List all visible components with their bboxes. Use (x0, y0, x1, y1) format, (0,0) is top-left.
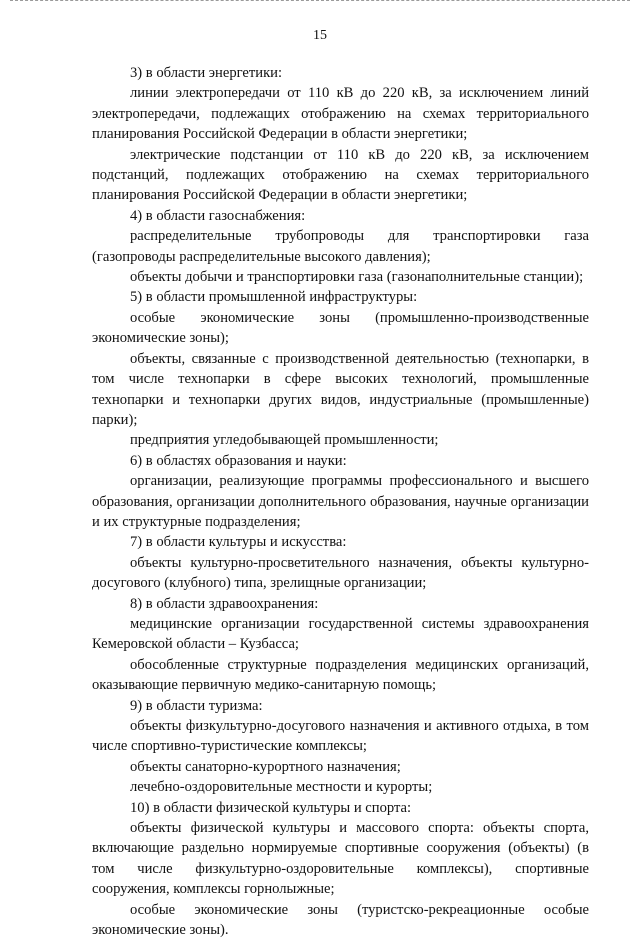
paragraph: объекты физкультурно-досугового назначения и активного отдыха, в том числе спортивно-туристические комплексы; (92, 718, 589, 755)
paragraph: электрические подстанции от 110 кВ до 220 кВ, за исключением подстанций, подлежащих отображению на схемах территориального планирования Российской Федерации в области энергетики; (92, 146, 589, 204)
paragraph: особые экономические зоны (туристско-рекреационные особые экономические зоны). (92, 901, 589, 939)
section-heading-gas: 4) в области газоснабжения: (130, 207, 306, 224)
paragraph: организации, реализующие программы профессионального и высшего образования, организации дополнительного образования, научные организации и их структурные подразделения; (92, 473, 589, 530)
section-heading-sport: 10) в области физической культуры и спорта: (130, 799, 412, 816)
section-heading-industry: 5) в области промышленной инфраструктуры: (130, 289, 418, 306)
paragraph: особые экономические зоны (промышленно-производственные экономические зоны); (92, 309, 589, 347)
paragraph: предприятия угледобывающей промышленности; (130, 432, 439, 449)
paragraph: линии электропередачи от 110 кВ до 220 кВ, за исключением линий электропередачи, подлежащих отображению на схемах территориального планирования Российской Федерации в области энергетики; (92, 85, 589, 143)
section-heading-energy: 3) в области энергетики: (130, 65, 283, 81)
page-number: 15 (313, 28, 327, 43)
paragraph: медицинские организации государственной системы здравоохранения Кемеровской области – Кузбасса; (92, 615, 589, 653)
section-heading-health: 8) в области здравоохранения: (130, 595, 319, 612)
paragraph: объекты добычи и транспортировки газа (газонаполнительные станции); (130, 269, 584, 286)
paragraph: распределительные трубопроводы для транспортировки газа (газопроводы распределительные высокого давления); (92, 228, 589, 265)
section-heading-culture: 7) в области культуры и искусства: (130, 534, 347, 551)
paragraph: объекты физической культуры и массового спорта: объекты спорта, включающие раздельно нормируемые спортивные сооружения (объекты) (в том числе физкультурно-оздоровительные комплексы), спортивные сооружения, комплексы горнолыжные; (92, 820, 589, 898)
section-heading-tourism: 9) в области туризма: (130, 697, 263, 714)
section-heading-education: 6) в областях образования и науки: (130, 452, 347, 469)
paragraph: объекты санаторно-курортного назначения; (130, 758, 401, 775)
scan-top-edge (10, 0, 630, 3)
paragraph: объекты, связанные с производственной деятельностью (технопарки, в том числе технопарки в сфере высоких технологий, промышленные технопарки и технопарки других видов, индустриальные (промышленные) парки); (92, 350, 589, 428)
paragraph: обособленные структурные подразделения медицинских организаций, оказывающие первичную медико-санитарную помощь; (92, 656, 589, 694)
paragraph: лечебно-оздоровительные местности и курорты; (130, 779, 433, 796)
document-body (92, 63, 589, 940)
paragraph: объекты культурно-просветительного назначения, объекты культурно-досугового (клубного) типа, зрелищные организации; (92, 554, 589, 592)
